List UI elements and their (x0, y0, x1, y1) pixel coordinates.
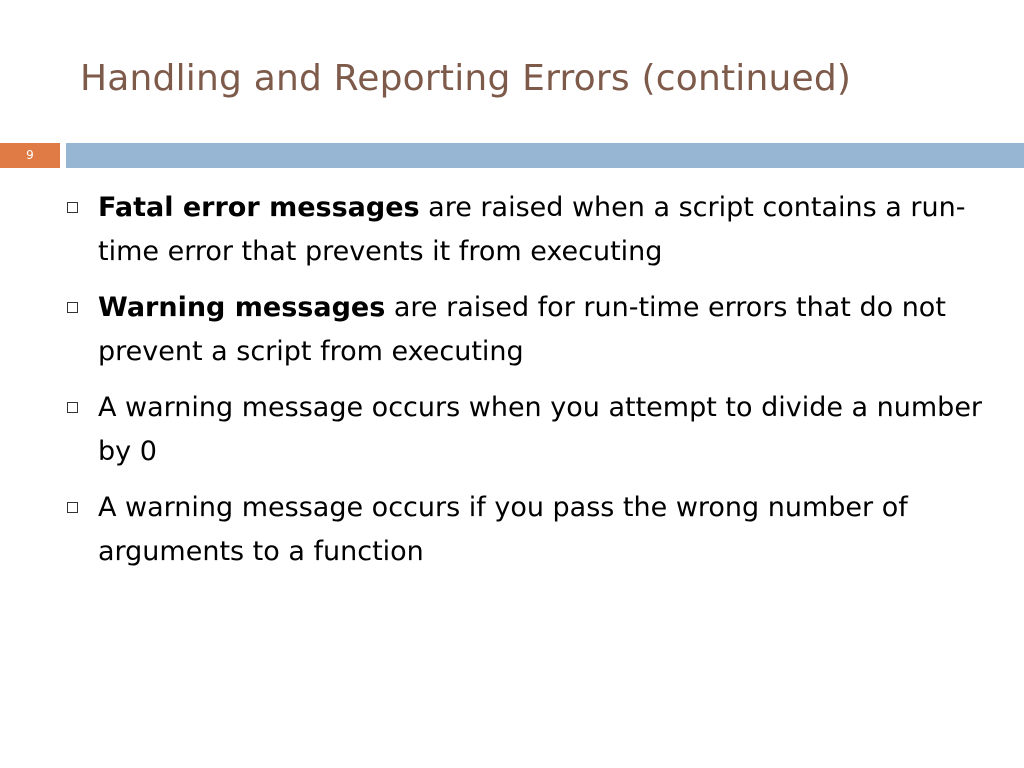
bullet-bold-text: Warning messages (98, 292, 386, 323)
square-bullet-icon (67, 502, 78, 513)
bullet-item (62, 486, 1007, 574)
square-bullet-icon (67, 402, 78, 413)
slide-title: Handling and Reporting Errors (continued) (80, 58, 852, 99)
square-bullet-icon (67, 202, 78, 213)
header-bar (66, 143, 1024, 168)
slide-number: 9 (0, 143, 60, 168)
bullet-item (62, 286, 1007, 374)
bullet-text: are raised for run-time errors that do not prevent a script from executing (98, 292, 946, 367)
bullet-item (62, 386, 1007, 474)
bullet-text: A warning message occurs when you attempt to divide a number by 0 (98, 392, 983, 467)
square-bullet-icon (67, 302, 78, 313)
bullet-bold-text: Fatal error messages (98, 192, 420, 223)
bullet-text: A warning message occurs if you pass the wrong number of arguments to a function (98, 492, 908, 567)
bullet-item (62, 186, 1007, 274)
bullet-list (62, 186, 1007, 586)
bullet-text: are raised when a script contains a run-time error that prevents it from executing (98, 192, 966, 267)
